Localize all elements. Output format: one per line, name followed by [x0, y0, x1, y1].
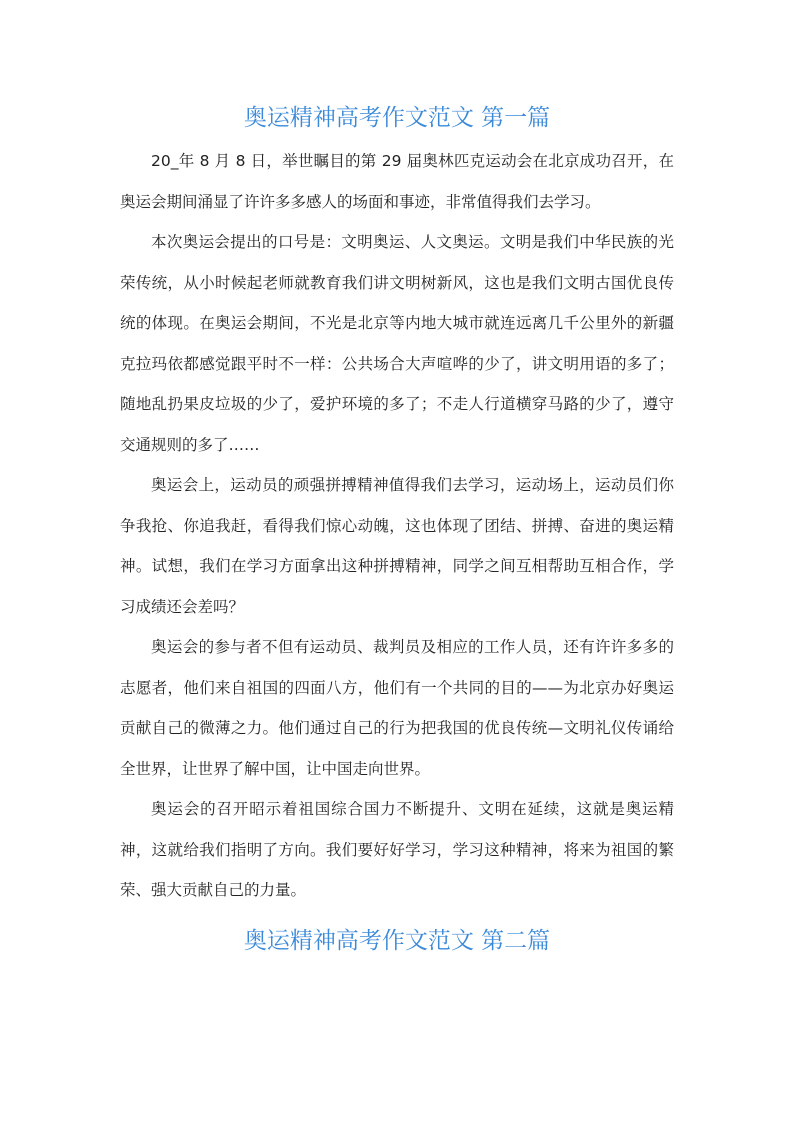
article-title-1: 奥运精神高考作文范文 第一篇	[243, 105, 551, 131]
paragraph-3: 奥运会上，运动员的顽强拼搏精神值得我们去学习，运动场上，运动员们你争我抢、你追我赶，看得我们惊心动魄，这也体现了团结、拼搏、奋进的奥运精神。试想，我们在学习方面拿出这种拼搏精神，同学之间互相帮助互相合作，学习成绩还会差吗？	[120, 476, 674, 616]
paragraph-4: 奥运会的参与者不但有运动员、裁判员及相应的工作人员，还有许许多多的志愿者，他们来自祖国的四面八方，他们有一个共同的目的——为北京办好奥运贡献自己的微薄之力。他们通过自己的行为把我国的优良传统—文明礼仪传诵给全世界，让世界了解中国，让中国走向世界。	[120, 638, 674, 778]
document-page	[120, 100, 674, 959]
article-title-2: 奥运精神高考作文范文 第二篇	[243, 927, 551, 954]
paragraph-5: 奥运会的召开昭示着祖国综合国力不断提升、文明在延续，这就是奥运精神，这就给我们指明了方向。我们要好好学习，学习这种精神，将来为祖国的繁荣、强大贡献自己的力量。	[120, 800, 674, 899]
paragraph-2: 本次奥运会提出的口号是：文明奥运、人文奥运。文明是我们中华民族的光荣传统，从小时候起老师就教育我们讲文明树新风，这也是我们文明古国优良传统的体现。在奥运会期间，不光是北京等内地大城市就连远离几千公里外的新疆克拉玛依都感觉跟平时不一样：公共场合大声喧哗的少了，讲文明用语的多了；随地乱扔果皮垃圾的少了，爱护环境的多了；不走人行道横穿马路的少了，遵守交通规则的多了……	[120, 233, 674, 454]
paragraph-1: 20_年 8 月 8 日，举世瞩目的第 29 届奥林匹克运动会在北京成功召开，在奥运会期间涌显了许许多多感人的场面和事迹，非常值得我们去学习。	[120, 152, 674, 211]
